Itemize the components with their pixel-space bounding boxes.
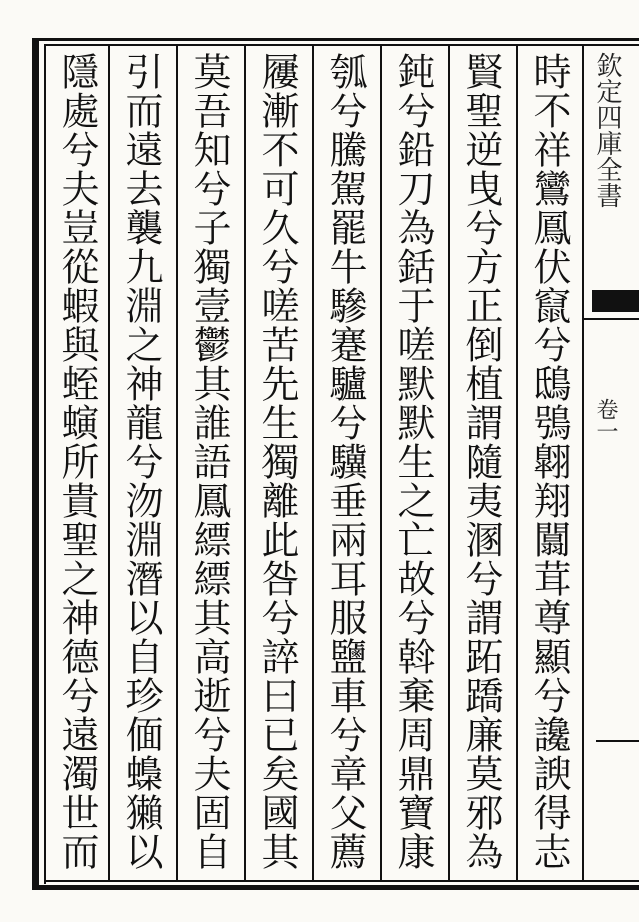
inner-frame-bottom [44,880,639,882]
text-column-4: 瓠兮騰駕罷牛驂蹇驢兮驥垂兩耳服鹽車兮章父薦 [323,52,367,871]
banxin-title: 欽定四庫全書 [592,52,622,208]
juan-label: 卷一 [593,398,618,442]
column-rule [176,46,178,880]
column-rule [244,46,246,880]
column-rule [448,46,450,880]
column-rule [582,46,584,880]
column-rule [108,46,110,880]
text-column-8: 隱處兮夫豈從蝦與蛭螾所貴聖之神德兮遠濁世而 [55,52,99,871]
text-column-5: 屨漸不可久兮嗟苦先生獨離此咎兮誶曰已矣國其 [255,52,299,871]
column-rule [516,46,518,880]
text-column-2: 賢聖逆曳兮方正倒植謂隨夷溷兮謂跖蹻廉莫邪為 [459,52,503,871]
inner-frame-top [44,44,639,46]
column-rule [312,46,314,880]
text-column-3: 鈍兮鉛刀為銛于嗟默默生之亡故兮斡棄周鼎寶康 [391,52,435,871]
text-column-7: 引而遠去襲九淵之神龍兮沕淵潛以自珍偭蟂獺以 [119,52,163,871]
column-rule [380,46,382,880]
juan-rule [596,740,639,742]
fishtail-mark [592,290,639,312]
inner-frame-left [44,44,46,884]
fishtail-rule [582,318,639,320]
text-column-6: 莫吾知兮子獨壹鬱其誰語鳳縹縹其高逝兮夫固自 [187,52,231,871]
text-column-1: 時不祥鸞鳳伏竄兮鴟鴞翺翔闒茸尊顯兮讒諛得志 [527,52,571,871]
